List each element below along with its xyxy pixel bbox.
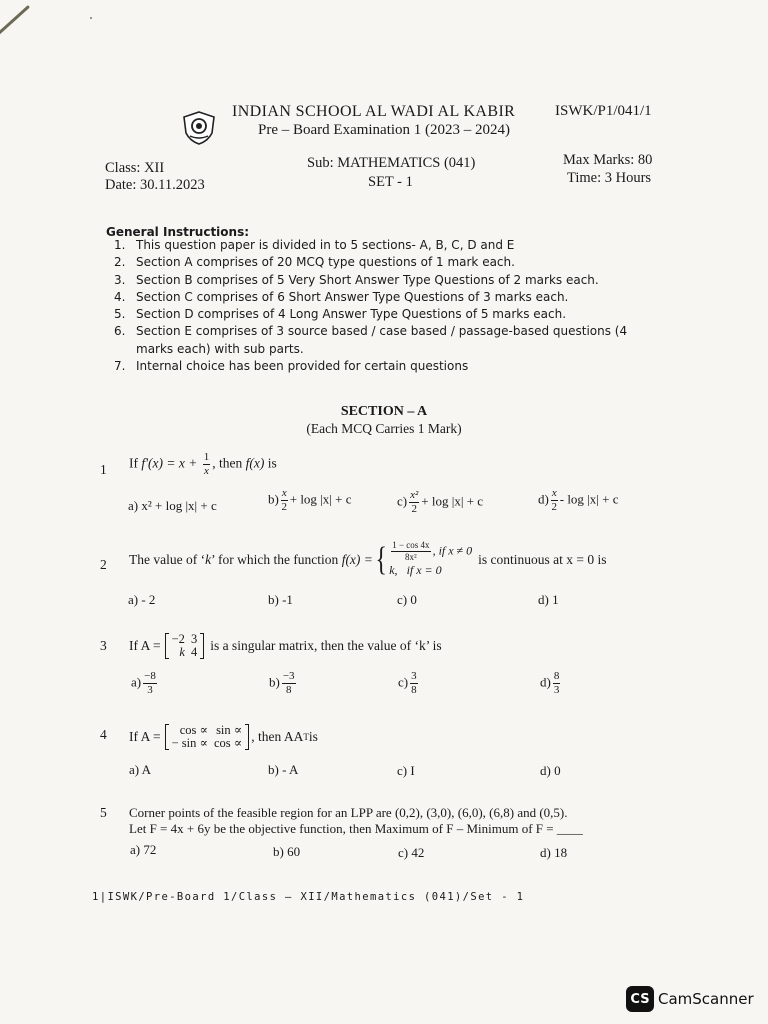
question-number: 5 <box>100 805 107 820</box>
question-number: 4 <box>100 727 107 742</box>
option-d: d) 18 <box>540 845 568 860</box>
question-number: 2 <box>100 557 107 572</box>
instruction-item: 6. Section E comprises of 3 source based / case based / passage-based questions (4 marks each) with sub parts. <box>114 324 628 356</box>
time-label: Time: 3 Hours <box>567 170 652 186</box>
option-c: c) $\frac{3}{8}$ <box>398 670 417 696</box>
option-c: c) 42 <box>398 845 425 860</box>
camscanner-watermark <box>626 986 754 1012</box>
option-a: a) 72 <box>130 842 157 857</box>
question-number: 1 <box>100 462 107 477</box>
date-label: Date: 30.11.2023 <box>105 177 205 193</box>
ink-dot <box>90 17 92 19</box>
instruction-item: 3. Section B comprises of 5 Very Short Answer Type Questions of 2 marks each. <box>114 272 599 287</box>
option-b: b) - A <box>268 762 299 777</box>
question-3-text: If A = −2 3 k 4 is a singular matrix, then the value of ‘k’ is <box>129 632 442 659</box>
option-d: d) 0 <box>540 763 561 778</box>
section-title: SECTION – A <box>340 404 428 419</box>
question-4-text: If A = cos ∝ sin ∝ − sin ∝ cos ∝ , then AA T is <box>129 723 318 750</box>
option-b: b) $\frac{x}{2}$ + log |x| + c <box>268 487 352 513</box>
exam-name: Pre – Board Examination 1 (2023 – 2024) <box>258 122 511 138</box>
question-2-text: The value of ‘ k ’ for which the function f(x) = { $\frac{1 - \cos 4x}{\text{8x²}}$ , if x ≠ 0 k, if x = 0 is continuous at x = 0 is <box>129 540 607 578</box>
matrix: −2 3 k 4 <box>165 633 205 659</box>
question-number: 3 <box>100 638 107 653</box>
matrix: cos ∝ sin ∝ − sin ∝ cos ∝ <box>165 724 250 750</box>
set-label: SET - 1 <box>368 174 413 190</box>
instruction-item: 2. Section A comprises of 20 MCQ type questions of 1 mark each. <box>114 255 515 270</box>
section-subtitle: (Each MCQ Carries 1 Mark) <box>306 421 462 436</box>
school-logo-icon <box>182 111 216 145</box>
paper-code: ISWK/P1/041/1 <box>555 103 652 119</box>
instructions-title: General Instructions: <box>106 225 250 239</box>
option-c: c) 0 <box>397 592 417 607</box>
option-b: b) $\frac{-3}{8}$ <box>269 670 295 696</box>
instruction-item: 7. Internal choice has been provided for certain questions <box>114 359 469 374</box>
page-footer: 1|ISWK/Pre-Board 1/Class – XII/Mathematics (041)/Set - 1 <box>92 891 525 903</box>
option-b: b) 60 <box>273 844 301 859</box>
camscanner-logo-icon: CS <box>626 986 654 1012</box>
instruction-item: 5. Section D comprises of 4 Long Answer Type Questions of 5 marks each. <box>114 307 567 322</box>
class-label: Class: XII <box>105 160 165 176</box>
option-b: b) -1 <box>268 592 293 607</box>
option-d: d) $\frac{8}{3}$ <box>540 670 560 696</box>
max-marks: Max Marks: 80 <box>563 152 653 168</box>
option-a: a) A <box>129 762 152 777</box>
school-name: INDIAN SCHOOL AL WADI AL KABIR <box>232 103 516 120</box>
pen-mark <box>0 5 30 35</box>
option-a: a) $\frac{-8}{3}$ <box>131 670 156 696</box>
brace: { <box>375 540 387 578</box>
instruction-item: 1. This question paper is divided in to 5 sections- A, B, C, D and E <box>114 238 515 252</box>
option-d: d) 1 <box>538 592 559 607</box>
option-a: a) - 2 <box>128 592 156 607</box>
option-d: d) $\frac{x}{2}$ - log |x| + c <box>538 487 619 513</box>
option-c: c) I <box>397 763 415 778</box>
question-5-line2: Let F = 4x + 6y be the objective function, then Maximum of F – Minimum of F = ____ <box>129 821 583 836</box>
subject-label: Sub: MATHEMATICS (041) <box>307 155 476 171</box>
instructions-list <box>114 237 654 375</box>
instruction-item: 4. Section C comprises of 6 Short Answer Type Questions of 3 marks each. <box>114 289 569 304</box>
question-5-line1: Corner points of the feasible region for an LPP are (0,2), (3,0), (6,0), (6,8) and (0,5). <box>129 805 568 820</box>
question-1-text: If f'(x) = x + $\frac{1}{x}$ , then f(x) is <box>129 451 277 477</box>
camscanner-text: CamScanner <box>658 990 754 1008</box>
option-a: a) x² + log |x| + c <box>128 498 217 513</box>
option-c: c) $\frac{\text{x²}}{2}$ + log |x| + c <box>397 489 484 515</box>
